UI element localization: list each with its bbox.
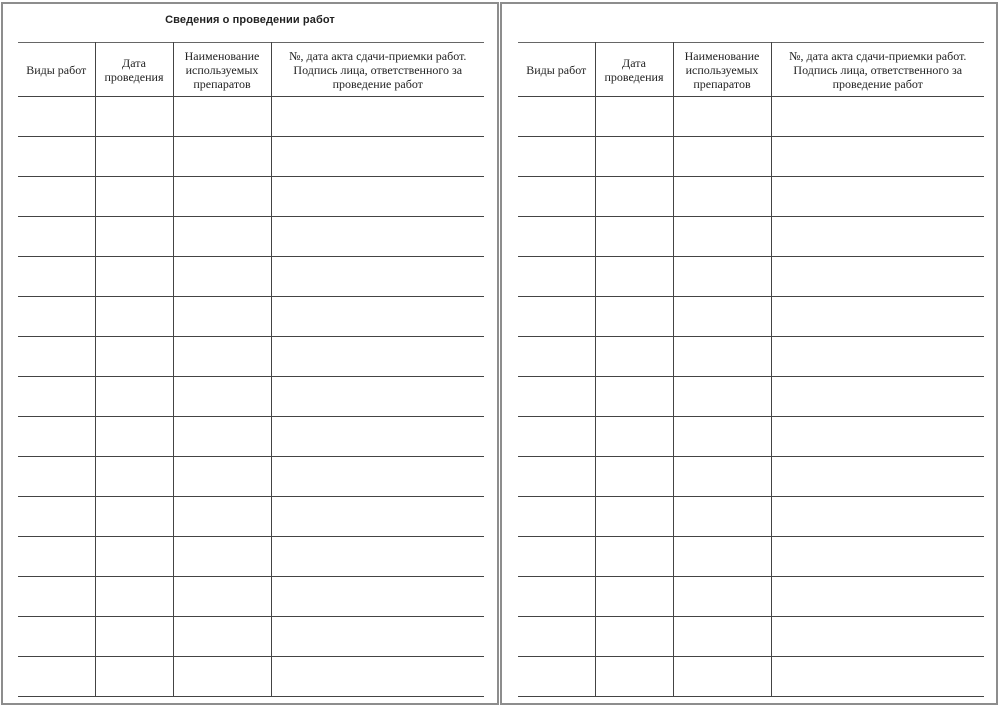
cell-work-kind [518, 97, 595, 137]
cell-date [95, 417, 173, 457]
table-row [18, 297, 484, 337]
cell-date [95, 217, 173, 257]
cell-act-signature [271, 497, 484, 537]
cell-date [95, 137, 173, 177]
cell-preparations [173, 457, 271, 497]
cell-preparations [173, 577, 271, 617]
cell-work-kind [518, 417, 595, 457]
table-row [18, 337, 484, 377]
cell-date [595, 137, 673, 177]
header-preparations: Наименование используемых препаратов [173, 43, 271, 97]
cell-preparations [673, 217, 771, 257]
cell-date [95, 537, 173, 577]
cell-preparations [173, 97, 271, 137]
cell-preparations [173, 337, 271, 377]
header-date: Дата проведения [95, 43, 173, 97]
cell-work-kind [518, 217, 595, 257]
cell-preparations [673, 377, 771, 417]
cell-date [95, 577, 173, 617]
table-row [18, 497, 484, 537]
cell-work-kind [18, 257, 95, 297]
cell-act-signature [271, 137, 484, 177]
cell-work-kind [18, 97, 95, 137]
table-row [18, 177, 484, 217]
cell-work-kind [518, 177, 595, 217]
cell-act-signature [271, 417, 484, 457]
cell-work-kind [18, 457, 95, 497]
table-row [518, 337, 984, 377]
table-body-left [18, 97, 484, 697]
cell-act-signature [771, 297, 984, 337]
table-row [518, 97, 984, 137]
cell-preparations [173, 537, 271, 577]
table-row [518, 217, 984, 257]
cell-preparations [673, 297, 771, 337]
cell-act-signature [271, 377, 484, 417]
cell-date [595, 337, 673, 377]
table-row [518, 257, 984, 297]
cell-date [595, 537, 673, 577]
cell-preparations [173, 137, 271, 177]
cell-work-kind [18, 377, 95, 417]
table-row [518, 537, 984, 577]
cell-work-kind [518, 377, 595, 417]
cell-work-kind [518, 617, 595, 657]
cell-work-kind [18, 417, 95, 457]
cell-date [595, 577, 673, 617]
table-row [518, 377, 984, 417]
cell-act-signature [771, 377, 984, 417]
cell-preparations [173, 497, 271, 537]
header-work-kind: Виды работ [518, 43, 595, 97]
table-row [18, 617, 484, 657]
cell-date [595, 97, 673, 137]
cell-work-kind [18, 137, 95, 177]
cell-act-signature [771, 337, 984, 377]
cell-preparations [173, 177, 271, 217]
cell-preparations [173, 657, 271, 697]
cell-work-kind [518, 457, 595, 497]
cell-work-kind [18, 537, 95, 577]
cell-preparations [673, 537, 771, 577]
cell-preparations [673, 497, 771, 537]
cell-preparations [173, 377, 271, 417]
cell-work-kind [518, 577, 595, 617]
cell-date [595, 177, 673, 217]
cell-act-signature [271, 657, 484, 697]
cell-preparations [173, 257, 271, 297]
cell-preparations [173, 297, 271, 337]
cell-date [95, 377, 173, 417]
cell-preparations [673, 417, 771, 457]
cell-date [595, 257, 673, 297]
cell-date [595, 377, 673, 417]
cell-work-kind [518, 257, 595, 297]
header-act-signature: №, дата акта сдачи-приемки работ. Подпись лица, ответственного за проведение работ [771, 43, 984, 97]
cell-work-kind [18, 177, 95, 217]
cell-preparations [173, 617, 271, 657]
table-row [18, 657, 484, 697]
cell-act-signature [271, 537, 484, 577]
cell-date [595, 217, 673, 257]
cell-act-signature [271, 577, 484, 617]
cell-date [95, 297, 173, 337]
table-row [18, 137, 484, 177]
cell-preparations [673, 257, 771, 297]
cell-date [95, 177, 173, 217]
cell-preparations [673, 137, 771, 177]
table-row [518, 657, 984, 697]
cell-act-signature [271, 257, 484, 297]
cell-work-kind [18, 337, 95, 377]
cell-preparations [173, 417, 271, 457]
table-row [18, 97, 484, 137]
cell-act-signature [271, 457, 484, 497]
cell-work-kind [518, 137, 595, 177]
cell-date [95, 337, 173, 377]
cell-work-kind [518, 537, 595, 577]
table-row [518, 497, 984, 537]
right-page [500, 2, 998, 705]
table-row [518, 457, 984, 497]
cell-act-signature [771, 537, 984, 577]
cell-work-kind [18, 657, 95, 697]
cell-preparations [673, 337, 771, 377]
header-act-signature: №, дата акта сдачи-приемки работ. Подпись лица, ответственного за проведение работ [271, 43, 484, 97]
cell-work-kind [518, 337, 595, 377]
table-row [518, 577, 984, 617]
table-row [518, 137, 984, 177]
table-row [518, 177, 984, 217]
cell-act-signature [771, 137, 984, 177]
cell-date [595, 497, 673, 537]
table-row [518, 617, 984, 657]
table-row [18, 417, 484, 457]
table-row [518, 417, 984, 457]
cell-act-signature [271, 217, 484, 257]
cell-date [95, 457, 173, 497]
cell-act-signature [771, 577, 984, 617]
cell-act-signature [771, 177, 984, 217]
left-page [1, 2, 499, 705]
cell-act-signature [771, 657, 984, 697]
cell-work-kind [18, 297, 95, 337]
table-row [18, 377, 484, 417]
header-date: Дата проведения [595, 43, 673, 97]
cell-date [595, 297, 673, 337]
cell-act-signature [271, 297, 484, 337]
cell-work-kind [518, 297, 595, 337]
cell-act-signature [771, 417, 984, 457]
cell-work-kind [518, 657, 595, 697]
cell-preparations [673, 97, 771, 137]
cell-date [595, 617, 673, 657]
cell-date [95, 617, 173, 657]
cell-work-kind [18, 577, 95, 617]
table-header-row [518, 43, 984, 97]
header-preparations: Наименование используемых препаратов [673, 43, 771, 97]
cell-act-signature [771, 217, 984, 257]
cell-date [95, 497, 173, 537]
cell-preparations [673, 457, 771, 497]
page-title: Сведения о проведении работ [165, 14, 335, 26]
cell-preparations [673, 657, 771, 697]
cell-act-signature [771, 457, 984, 497]
cell-work-kind [18, 617, 95, 657]
cell-preparations [173, 217, 271, 257]
works-table-right [518, 42, 984, 697]
cell-date [95, 97, 173, 137]
table-row [18, 457, 484, 497]
cell-act-signature [771, 257, 984, 297]
cell-work-kind [18, 217, 95, 257]
cell-act-signature [771, 617, 984, 657]
cell-act-signature [271, 177, 484, 217]
cell-act-signature [271, 97, 484, 137]
cell-date [595, 457, 673, 497]
works-table-left [18, 42, 484, 697]
table-row [518, 297, 984, 337]
table-row [18, 257, 484, 297]
table-header-row [18, 43, 484, 97]
cell-preparations [673, 577, 771, 617]
cell-act-signature [771, 497, 984, 537]
table-row [18, 537, 484, 577]
cell-date [595, 417, 673, 457]
header-work-kind: Виды работ [18, 43, 95, 97]
cell-date [95, 257, 173, 297]
cell-preparations [673, 177, 771, 217]
table-row [18, 217, 484, 257]
table-body-right [518, 97, 984, 697]
cell-act-signature [271, 337, 484, 377]
cell-act-signature [271, 617, 484, 657]
cell-work-kind [518, 497, 595, 537]
cell-work-kind [18, 497, 95, 537]
cell-act-signature [771, 97, 984, 137]
cell-date [95, 657, 173, 697]
cell-date [595, 657, 673, 697]
table-row [18, 577, 484, 617]
cell-preparations [673, 617, 771, 657]
